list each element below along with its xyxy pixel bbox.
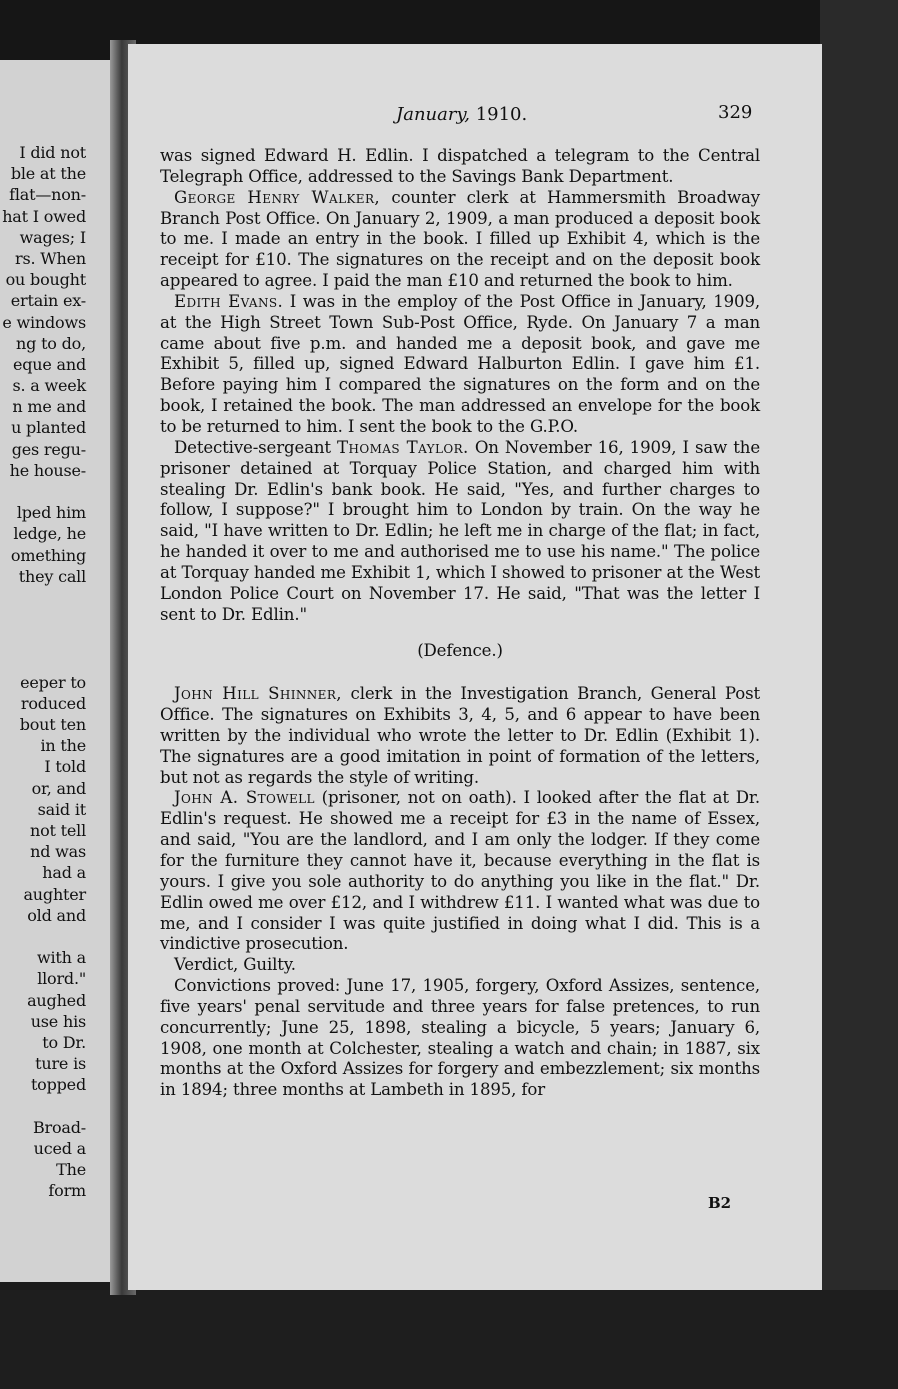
left-page-line: Broad-: [32, 1117, 86, 1137]
left-page-line: n me and: [12, 397, 86, 417]
left-page-line: to Dr.: [42, 1032, 86, 1052]
left-page-line: I told: [44, 757, 86, 777]
paragraph-evans: [160, 292, 760, 438]
witness-name: Edith Evans.: [174, 291, 284, 311]
header-date: [396, 104, 527, 125]
left-page-line: I did not: [19, 143, 86, 162]
testimony-text: (prisoner, not on oath). I looked after the flat at Dr. Edlin's request. He showed me a receipt for £3 in the name of Essex, and said, "You are the landlord, and I am only the lodger. If they come for the furniture they cannot have it, because everything in the flat is yours. I give you sole authority to do anything you like in the flat." Dr. Edlin owed me over £12, and I withdrew £11. I wanted what was due to me, and I consider I was quite justified in doing what I did. This is a vindictive prosecution.: [160, 788, 760, 954]
testimony-text: I was in the employ of the Post Office in January, 1909, at the High Street Town Sub-Post Office, Ryde. On January 7 a man came about five p.m. and handed me a deposit book, and gave me Exhibit 5, filled up, signed Edward Halburton Edlin. I gave him £1. Before paying him I compared the signatures on the form and on the book, I retained the book. The man addressed an envelope for the book to be returned to him. I sent the book to the G.P.O.: [160, 291, 760, 436]
left-page-text: [0, 142, 86, 1201]
left-page-line: u planted: [11, 418, 86, 438]
left-page-line: they call: [18, 566, 86, 586]
left-page-line: flat—non-: [9, 185, 86, 205]
left-page-line: said it: [37, 799, 86, 819]
left-page-line: ture is: [35, 1054, 86, 1074]
paragraph-walker: [160, 188, 760, 292]
running-header: [128, 102, 822, 128]
witness-rank: Detective-sergeant: [174, 437, 338, 457]
left-page-line: eeper to: [20, 672, 86, 692]
right-page: [128, 44, 822, 1290]
left-page-line: [0, 629, 86, 650]
left-page-line: omething: [10, 545, 86, 565]
verdict: Verdict, Guilty.: [174, 955, 296, 975]
left-page-line: form: [48, 1181, 86, 1201]
paragraph-stowell: [160, 788, 760, 955]
left-page-line: ges regu-: [11, 439, 86, 459]
left-page-line: [0, 926, 86, 947]
left-page-line: in the: [40, 736, 86, 756]
left-page-line: The: [56, 1160, 86, 1179]
left-page-line: [0, 608, 86, 629]
left-page-line: or, and: [31, 778, 86, 798]
left-page-line: ng to do,: [16, 333, 86, 353]
left-page-line: had a: [42, 863, 86, 883]
right-shadow: [820, 0, 898, 1389]
left-page-line: roduced: [20, 693, 86, 713]
defence-heading: (Defence.): [417, 641, 503, 661]
left-page-line: with a: [37, 948, 86, 968]
paragraph-1: was signed Edward H. Edlin. I dispatched a telegram to the Central Telegraph Office, addressed to the Savings Bank Department.: [160, 146, 760, 186]
convictions: Convictions proved: June 17, 1905, forgery, Oxford Assizes, sentence, five years' penal servitude and three years for false pretences, to run concurrently; June 25, 1898, stealing a bicycle, 5 years; January 6, 1908, one month at Colchester, stealing a watch and chain; in 1887, six months at the Oxford Assizes for forgery and embezzlement; six months in 1894; three months at Lambeth in 1895, for: [160, 976, 760, 1100]
bottom-shadow: [0, 1290, 898, 1389]
left-page-line: s. a week: [12, 376, 86, 396]
left-page-line: not tell: [30, 821, 86, 840]
left-page-line: old and: [27, 905, 86, 925]
left-page-line: [0, 481, 86, 502]
left-page-line: ertain ex-: [10, 291, 86, 311]
left-page-line: ou bought: [5, 270, 86, 290]
left-page-line: ble at the: [10, 164, 86, 184]
witness-name: John A. Stowell: [174, 788, 315, 808]
page-body: [160, 146, 760, 1101]
left-page-line: e windows: [2, 312, 86, 332]
left-page-line: rs. When: [15, 248, 86, 268]
left-page-line: aughed: [27, 990, 86, 1010]
left-page-line: he house-: [9, 460, 86, 480]
left-page-line: [0, 1095, 86, 1116]
witness-name: John Hill Shinner,: [174, 684, 342, 704]
header-month: January,: [396, 104, 470, 125]
left-page-line: uced a: [33, 1138, 86, 1158]
left-page-line: nd was: [30, 842, 86, 862]
testimony-text: clerk in the Investigation Branch, General Post Office. The signatures on Exhibits 3, 4, 5, and 6 appear to have been written by the individual who wrote the letter to Dr. Edlin (Exhibit 1). The signatures are a good imitation in point of formation of the letters, but not as regards the style of writing.: [160, 684, 760, 787]
left-page-line: topped: [30, 1075, 86, 1095]
left-page-line: wages; I: [19, 227, 86, 247]
left-page-line: use his: [30, 1011, 86, 1031]
left-page-line: eque and: [12, 354, 86, 374]
left-page-fragment: [0, 60, 116, 1282]
paragraph-shinner: [160, 684, 760, 788]
paragraph-taylor: [160, 438, 760, 626]
header-year: 1910.: [475, 104, 528, 125]
witness-name: Thomas Taylor.: [337, 437, 469, 457]
page-number: 329: [718, 102, 753, 123]
left-page-line: [0, 651, 86, 672]
left-page-line: llord.": [37, 969, 86, 989]
left-page-line: lped him: [16, 503, 86, 523]
left-page-line: [0, 587, 86, 608]
left-page-line: hat I owed: [2, 206, 86, 226]
left-page-line: bout ten: [19, 715, 86, 735]
left-page-line: ledge, he: [13, 524, 86, 544]
left-page-line: aughter: [23, 884, 86, 904]
testimony-text: On November 16, 1909, I saw the prisoner detained at Torquay Police Station, and charged him with stealing Dr. Edlin's bank book. He said, "Yes, and further charges to follow, I suppose?" I brought him to London by train. On the way he said, "I have written to Dr. Edlin; he left me in charge of the flat; in fact, he handed it over to me and authorised me to use his name." The police at Torquay handed me Exhibit 1, which I showed to prisoner at the West London Police Court on November 17. He said, "That was the letter I sent to Dr. Edlin.": [160, 437, 760, 624]
witness-name: George Henry Walker,: [174, 187, 381, 207]
testimony-text: counter clerk at Hammersmith Broadway Branch Post Office. On January 2, 1909, a man produced a deposit book to me. I made an entry in the book. I filled up Exhibit 4, which is the receipt for £10. The signatures on the receipt and on the deposit book appeared to agree. I paid the man £10 and returned the book to him.: [160, 187, 761, 291]
signature-mark: B2: [708, 1194, 732, 1212]
